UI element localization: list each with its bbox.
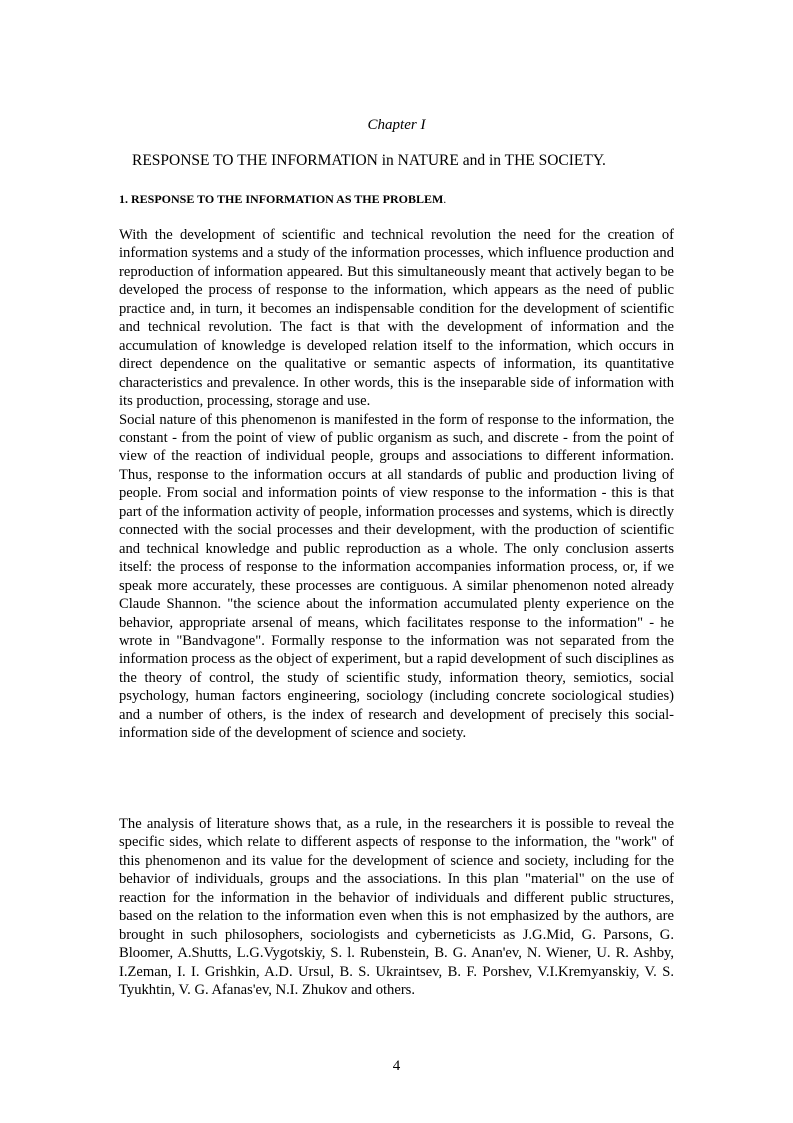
chapter-title: RESPONSE TO THE INFORMATION in NATURE and in THE SOCIETY. <box>132 152 606 169</box>
section-heading-period: . <box>443 192 447 206</box>
page-number: 4 <box>392 1058 401 1074</box>
section-heading-text: 1. RESPONSE TO THE INFORMATION AS THE PROBLEM <box>119 192 444 206</box>
section-heading <box>119 191 446 207</box>
body-text-block-2 <box>119 815 674 1000</box>
paragraph-3: The analysis of literature shows that, as a rule, in the researchers it is possible to reveal the specific sides, which relate to different aspects of response to the information, the "work" of this phenomenon and its value for the development of science and society, including for the behavior of individuals, groups and the associations. In this plan "material" on the use of reaction for the information in the behavior of individuals and different public structures, based on the relation to the information even when this is not emphasized by the authors, are brought in such philosophers, sociologists and cyberneticists as J.G.Mid, G. Parsons, G. Bloomer, A.Shutts, L.G.Vygotskiy, S. l. Rubenstein, B. G. Anan'ev, N. Wiener, U. R. Ashby, I.Zeman, I. I. Grishkin, A.D. Ursul, B. S. Ukraintsev, B. F. Porshev, V.I.Kremyanskiy, V. S. Tyukhtin, V. G. Afanas'ev, N.I. Zhukov and others. <box>119 816 674 999</box>
paragraph-1: With the development of scientific and technical revolution the need for the creation of information systems and a study of the information processes, which influence production and reproduction of information appeared. But this simultaneously meant that actively began to be developed the process of response to the information, which appears as the need of public practice and, in turn, it becomes an indispensable condition for the development of scientific and technical revolution. The fact is that with the development of information and the accumulation of knowledge is developed relation itself to the information, which occurs in direct dependence on the qualitative or semantic aspects of information, its quantitative characteristics and prevalence. In other words, this is the inseparable side of information with its production, processing, storage and use. <box>119 227 674 410</box>
body-text-block-1 <box>119 226 674 743</box>
chapter-label: Chapter I <box>367 117 426 133</box>
paragraph-2: Social nature of this phenomenon is manifested in the form of response to the information, the constant - from the point of view of public organism as such, and discrete - from the point of view of the reaction of individual people, groups and associations to different information. Thus, response to the information occurs at all standards of public and production living of people. From social and information points of view response to the information - this is that part of the information activity of people, information processes and systems, which is directly connected with the social processes and their development, with the production of scientific and technical knowledge and public reproduction as a whole. The only conclusion asserts itself: the process of response to the information accompanies information process, or, if we speak more accurately, these processes are contiguous. A similar phenomenon noted already Claude Shannon. "the science about the information accumulated plenty experience on the behavior, appropriate arsenal of means, which facilitates response to the information" - he wrote in "Bandvagone". Formally response to the information was not separated from the information process as the object of experiment, but a rapid development of such disciplines as the theory of control, the study of scientific study, information theory, semiotics, social psychology, human factors engineering, sociology (including concrete sociological studies) and a number of others, is the index of research and development of precisely this social- information side of the development of science and society. <box>119 411 674 742</box>
